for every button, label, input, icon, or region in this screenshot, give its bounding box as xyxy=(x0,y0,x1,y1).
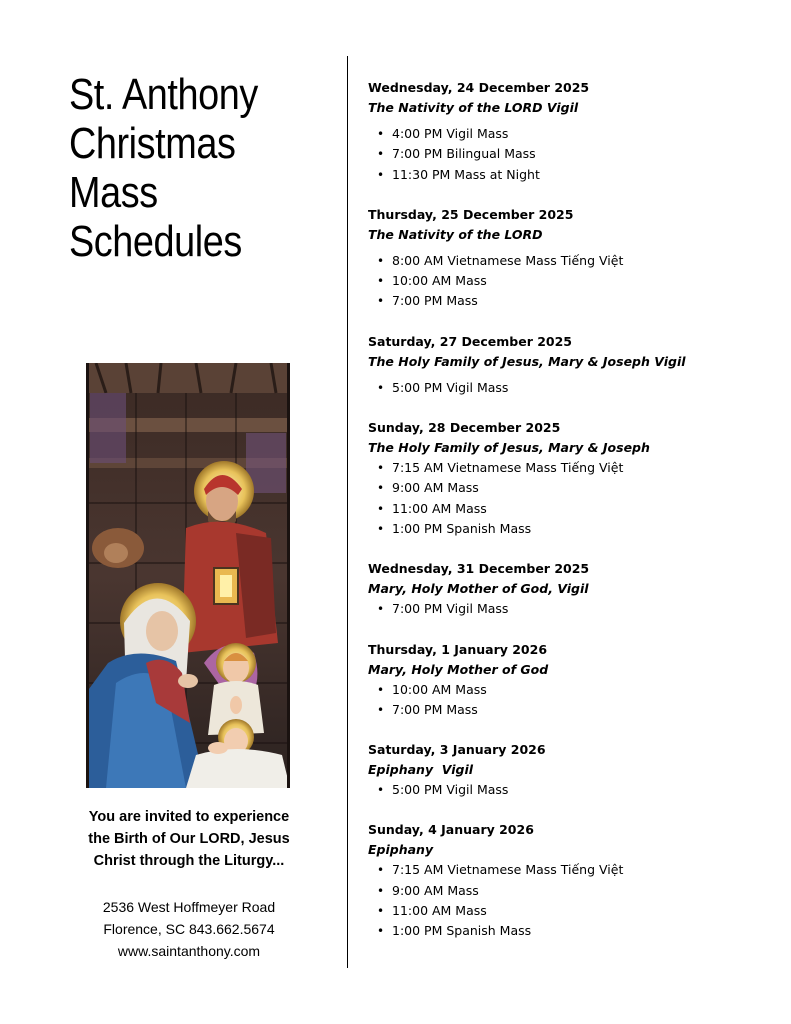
mass-item: • 5:00 PM Vigil Mass xyxy=(368,780,778,800)
event-block xyxy=(368,559,778,619)
bullet-icon: • xyxy=(377,481,385,496)
event-date: Sunday, 28 December 2025 xyxy=(368,420,561,436)
title-line: Schedules xyxy=(69,217,242,266)
bullet-icon: • xyxy=(377,521,385,536)
event-feast: Mary, Holy Mother of God, Vigil xyxy=(368,581,589,597)
event-block xyxy=(368,820,778,941)
mass-list xyxy=(368,680,778,721)
nativity-stained-glass-image xyxy=(86,363,290,788)
invite-line: the Birth of Our LORD, Jesus xyxy=(88,831,290,847)
event-feast: The Holy Family of Jesus, Mary & Joseph xyxy=(368,440,650,456)
bullet-icon: • xyxy=(377,380,385,395)
mass-item: • 11:00 AM Mass xyxy=(368,499,778,519)
event-feast: Epiphany xyxy=(368,842,434,858)
event-date: Thursday, 25 December 2025 xyxy=(368,206,574,222)
title-line: Mass xyxy=(69,168,158,217)
invite-line: You are invited to experience xyxy=(88,809,290,825)
mass-item: • 10:00 AM Mass xyxy=(368,271,778,291)
event-block xyxy=(368,332,778,398)
invitation-text xyxy=(76,806,302,872)
mass-list xyxy=(368,780,778,800)
mass-list xyxy=(368,458,778,539)
bullet-icon: • xyxy=(377,501,385,516)
bullet-icon: • xyxy=(377,147,385,162)
mass-schedule xyxy=(368,78,778,942)
mass-item: • 1:00 PM Spanish Mass xyxy=(368,519,778,539)
mass-item: • 7:00 PM Mass xyxy=(368,700,778,720)
invite-line: Christ through the Liturgy... xyxy=(93,853,285,869)
bullet-icon: • xyxy=(377,904,385,919)
bullet-icon: • xyxy=(377,924,385,939)
event-feast: The Nativity of the LORD xyxy=(368,226,543,242)
mass-item: • 4:00 PM Vigil Mass xyxy=(368,124,778,144)
bullet-icon: • xyxy=(377,863,385,878)
bullet-icon: • xyxy=(377,127,385,141)
mass-list xyxy=(368,251,778,312)
bullet-icon: • xyxy=(377,294,385,309)
mass-item: • 7:00 PM Vigil Mass xyxy=(368,599,778,619)
mass-list xyxy=(368,860,778,941)
mass-item: • 9:00 AM Mass xyxy=(368,881,778,901)
mass-item: • 11:00 AM Mass xyxy=(368,901,778,921)
page-title xyxy=(69,70,258,266)
city-phone: Florence, SC 843.662.5674 xyxy=(103,921,275,937)
street-address: 2536 West Hoffmeyer Road xyxy=(102,899,276,915)
event-feast: Mary, Holy Mother of God xyxy=(368,661,549,677)
bullet-icon: • xyxy=(377,461,385,476)
bullet-icon: • xyxy=(377,883,385,898)
event-date: Wednesday, 24 December 2025 xyxy=(368,80,590,95)
mass-list xyxy=(368,599,778,619)
mass-item: • 11:30 PM Mass at Night xyxy=(368,165,778,185)
event-date: Saturday, 27 December 2025 xyxy=(368,333,572,349)
mass-item: • 7:15 AM Vietnamese Mass Tiếng Việt xyxy=(368,860,778,880)
bullet-icon: • xyxy=(377,783,385,798)
event-block xyxy=(368,740,778,800)
mass-item: • 7:00 PM Bilingual Mass xyxy=(368,144,778,164)
event-date: Thursday, 1 January 2026 xyxy=(368,641,548,657)
bullet-icon: • xyxy=(377,682,385,697)
event-block xyxy=(368,418,778,539)
mass-list xyxy=(368,124,778,185)
mass-item: • 10:00 AM Mass xyxy=(368,680,778,700)
mass-item: • 5:00 PM Vigil Mass xyxy=(368,378,778,398)
parish-address xyxy=(76,896,302,962)
bullet-icon: • xyxy=(377,274,385,289)
website-link[interactable]: www.saintanthony.com xyxy=(117,943,261,959)
bullet-icon: • xyxy=(377,253,385,268)
event-date: Wednesday, 31 December 2025 xyxy=(368,561,590,577)
vertical-divider xyxy=(347,56,348,968)
event-feast: Epiphany Vigil xyxy=(368,762,474,778)
mass-item: • 7:15 AM Vietnamese Mass Tiếng Việt xyxy=(368,458,778,478)
mass-item: • 7:00 PM Mass xyxy=(368,291,778,311)
mass-item: • 9:00 AM Mass xyxy=(368,478,778,498)
bullet-icon: • xyxy=(377,167,385,182)
bullet-icon: • xyxy=(377,602,385,617)
event-feast: The Holy Family of Jesus, Mary & Joseph Vigil xyxy=(368,353,686,369)
mass-item: • 8:00 AM Vietnamese Mass Tiếng Việt xyxy=(368,251,778,271)
event-date: Sunday, 4 January 2026 xyxy=(368,822,534,838)
title-line: St. Anthony xyxy=(69,70,258,119)
event-feast: The Nativity of the LORD Vigil xyxy=(368,100,579,115)
bullet-icon: • xyxy=(377,702,385,717)
title-line: Christmas xyxy=(69,119,236,168)
event-block xyxy=(368,78,778,185)
mass-item: • 1:00 PM Spanish Mass xyxy=(368,921,778,941)
event-block xyxy=(368,205,778,312)
mass-list xyxy=(368,378,778,398)
event-block xyxy=(368,640,778,721)
event-date: Saturday, 3 January 2026 xyxy=(368,742,546,758)
